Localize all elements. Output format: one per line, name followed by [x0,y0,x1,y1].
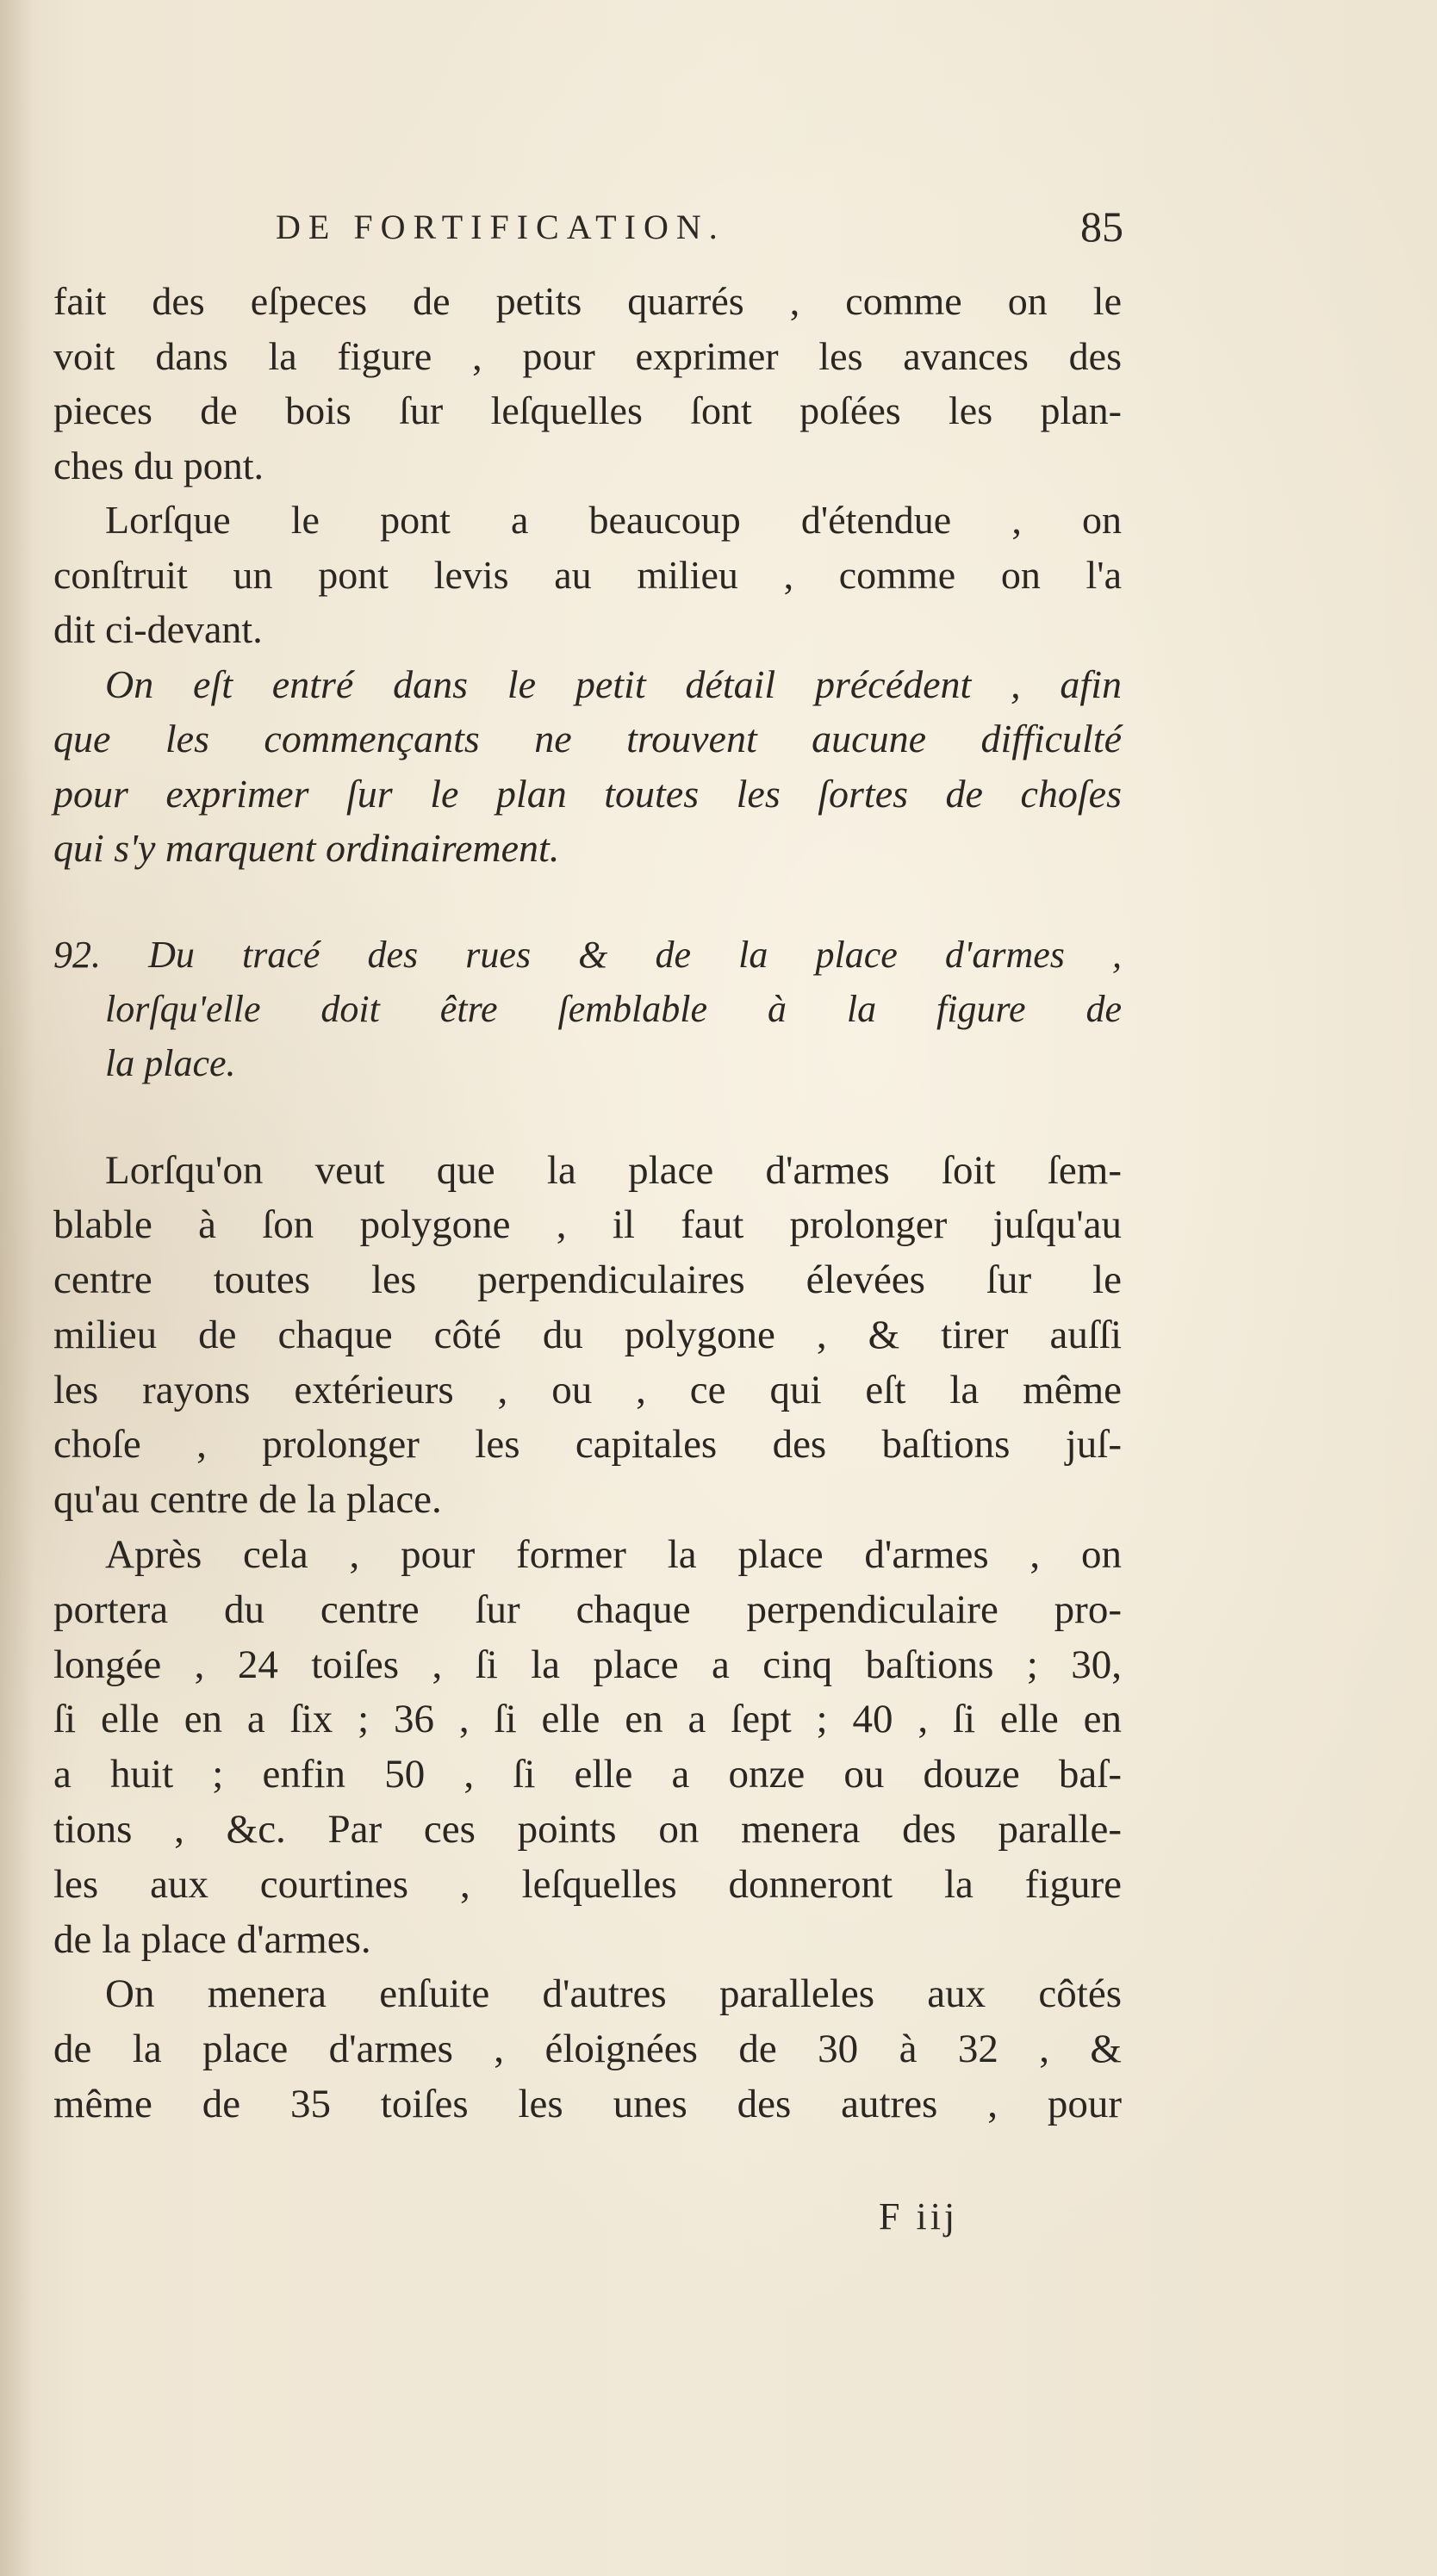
heading-line: la place. [105,1041,236,1084]
text-line: qu'au centre de la place. [53,1477,442,1523]
text-block [53,196,1122,2132]
text-line: Lorſque le pont a beaucoup d'étendue , on [105,498,1122,542]
text-line: blable à ſon polygone , il faut prolonger juſqu'au [53,1202,1122,1248]
text-line: pieces de bois ſur leſquelles ſont poſées les plan- [53,388,1122,432]
text-line: dit ci-devant. [53,607,263,651]
text-line: même de 35 toiſes les unes des autres , pour [53,2082,1122,2127]
text-line: que les commençants ne trouvent aucune difficulté [53,717,1122,760]
text-line: tions , &c. Par ces points on menera des paralle- [53,1807,1122,1853]
text-line: de la place d'armes , éloignées de 30 à 32 , & [53,2027,1122,2072]
heading-line: lorſqu'elle doit être ſemblable à la figure de [105,987,1122,1030]
text-line: fait des eſpeces de petits quarrés , comme on le [53,279,1122,323]
section-heading [53,928,1122,1090]
text-line: milieu de chaque côté du polygone , & tirer auſſi [53,1312,1122,1357]
text-line: longée , 24 toiſes , ſi la place a cinq baſtions ; 30, [53,1642,1122,1687]
text-line: ches du pont. [53,443,264,487]
paragraph-6 [53,1967,1122,2132]
heading-line: 92. Du tracé des rues & de la place d'armes , [53,933,1122,976]
paragraph-3-italic [53,657,1122,876]
paragraph-2 [53,493,1122,657]
paragraph-4 [53,1144,1122,1529]
running-head [53,196,1122,274]
text-line: de la place d'armes. [53,1916,371,1962]
text-line: portera du centre ſur chaque perpendiculaire pro- [53,1586,1122,1632]
text-line: les aux courtines , leſquelles donneront la figure [53,1861,1122,1907]
text-line: a huit ; enfin 50 , ſi elle a onze ou douze baſ- [53,1752,1122,1797]
text-line: choſe , prolonger les capitales des baſtions juſ- [53,1422,1122,1468]
text-line: ſi elle en a ſix ; 36 , ſi elle en a ſept ; 40 , ſi elle en [53,1697,1122,1742]
text-line: On menera enſuite d'autres paralleles aux côtés [105,1971,1122,2017]
text-line: qui s'y marquent ordinairement. [53,826,560,870]
text-line: pour exprimer ſur le plan toutes les ſortes de choſes [53,771,1122,816]
text-line: voit dans la figure , pour exprimer les avances des [53,333,1122,378]
text-line: conſtruit un pont levis au milieu , comme on l'a [53,552,1122,597]
paragraph-1 [53,274,1122,493]
text-line: On eſt entré dans le petit détail précédent , afin [105,661,1122,706]
signature-mark: F iij [879,2195,959,2238]
text-line: centre toutes les perpendiculaires élevées ſur le [53,1257,1122,1303]
text-line: les rayons extérieurs , ou , ce qui eſt la même [53,1367,1122,1412]
gutter-shadow [0,0,34,2576]
paragraph-5 [53,1528,1122,1967]
page-number: 85 [1080,202,1123,251]
running-head-title: DE FORTIFICATION. [276,208,725,246]
text-line: Lorſqu'on veut que la place d'armes ſoit ſem- [105,1147,1122,1193]
text-line: Après cela , pour former la place d'armes , on [105,1532,1122,1578]
